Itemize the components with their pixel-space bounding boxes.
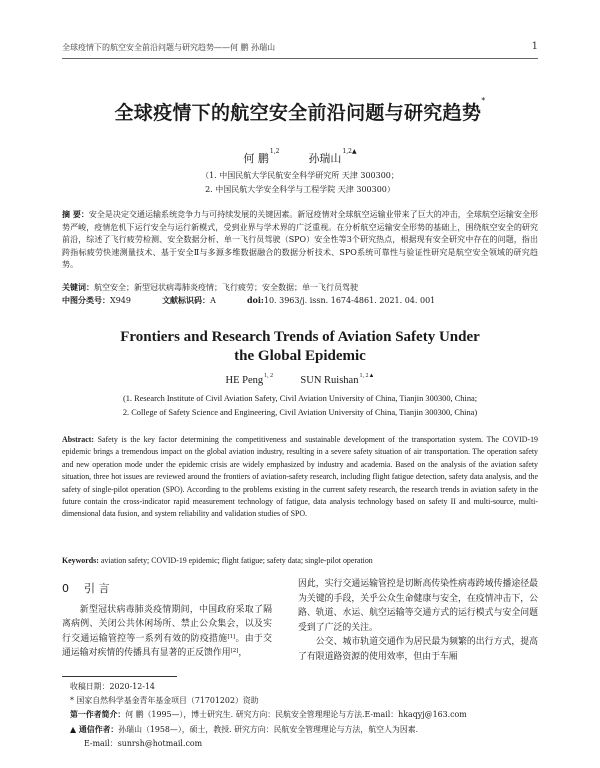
english-abstract-label: Abstract: (62, 435, 94, 444)
chinese-abstract-text: 安全是决定交通运输系统竞争力与可持续发展的关键因素。新冠疫情对全球航空运输业带来了巨大的冲击，全球航空运输安全形势严峻，疫情危机下运行安全与运行新模式，受到业界与学术界的广泛重视。在分析航空运输安全形势的基础上，围绕航空安全的研究前沿，综述了飞行疲劳检测、安全数据分析、单一飞行员驾驶（SPO）安全性等3个研究热点，根据现有安全研究中存在的问题，指出跨指标疲劳快速测量技术、基于安全Ⅱ与多源多维数据融合的数据分析技术、SPO系统可靠性与验证性研究是航空安全领域的研究趋势。 (62, 210, 538, 270)
first-author-text: 何 鹏（1995—），博士研究生. 研究方向：民航安全管理理论与方法.E-mail：hkaqyj@163.com (125, 710, 467, 720)
chinese-keywords-label: 关键词： (62, 282, 94, 292)
chinese-authors (0, 150, 600, 166)
chinese-keywords (62, 281, 538, 295)
running-header-text: 全球疫情下的航空安全前沿问题与研究趋势——何 鹏 孙瑞山 (62, 43, 276, 52)
received-date: 收稿日期：2020-12-14 (70, 682, 155, 691)
section-number: 0 (62, 582, 69, 595)
body-left-column (62, 582, 272, 661)
reference-2: [2] (230, 648, 239, 655)
english-keywords-text: aviation safety; COVID-19 epidemic; flight fatigue; safety data; single-pilot operation (100, 556, 373, 565)
title-footnote-mark: * (481, 96, 486, 105)
left-paragraph-text-1: 新型冠状病毒肺炎疫情期间，中国政府采取了隔离病例、关闭公共休闲场所、禁止公众集会，以及实行交通运输管控等一系列有效的防疫措施 (62, 604, 272, 644)
english-keywords-label: Keywords: (62, 556, 99, 565)
corresponding-author-email: E-mail：sunrsh@hotmail.com (84, 738, 203, 748)
chinese-affiliations (0, 169, 600, 197)
english-title-line-1: Frontiers and Research Trends of Aviation Safety Under (120, 329, 480, 345)
header-rule (62, 58, 538, 59)
chinese-keywords-text: 航空安全；新型冠状病毒肺炎疫情；飞行疲劳；安全数据；单一飞行员驾驶 (94, 283, 358, 292)
english-authors (0, 375, 600, 386)
english-affiliation-2: 2. College of Safety Science and Engineering, Civil Aviation University of China, Tianjin 300300, China) (122, 408, 478, 417)
author2-affiliation-mark: 1,2▲ (342, 148, 357, 155)
corresponding-author-text: 孙瑞山（1958—），硕士，教授. 研究方向：民航安全管理理论与方法，航空人为因素. (118, 724, 419, 734)
english-abstract-text: Safety is the key factor determining the competitiveness and sustainable development of the transportation system. The COVID-19 epidemic brings a tremendous impact on the global aviation industry, resulting in a severe safety situation of air transportation. The operation safety and new operation mode under the epidemic crisis are widely emphasized by industry and academia. Based on the analysis of the aviation safety situation, three hot issues are reviewed around the frontiers of aviation-safety research, including flight fatigue detection, safety data analysis, and the safety of single-pilot operation (SPO). According to the problems existing in the current safety research, the research trends in aviation safety in the future contain the cross-indicator rapid measurement technology of fatigue, data analysis technology based on safety II and multi-source, multi-dimensional data fusion, and system reliability and validation studies of SPO. (62, 435, 538, 519)
doi-label: doi: (246, 295, 264, 305)
english-author-sun-ruishan: SUN Ruishan (300, 375, 359, 386)
chinese-title-text: 全球疫情下的航空安全前沿问题与研究趋势 (114, 102, 482, 124)
page-number: 1 (531, 41, 538, 52)
section-title: 引 言 (84, 582, 110, 595)
corresponding-author-note (70, 723, 538, 737)
doc-code-label: 文献标识码： (162, 295, 211, 305)
clc-label: 中图分类号： (62, 295, 110, 305)
footnotes (70, 680, 538, 751)
footnote-rule (62, 676, 177, 677)
fund-note: * 国家自然科学基金青年基金项目（71701202）资助 (70, 696, 259, 706)
corresponding-author-label: ▲ 通信作者： (70, 724, 119, 734)
english-affiliation-1: (1. Research Institute of Civil Aviation Safety, Civil Aviation University of China, Tianjin 300300, China; (122, 394, 478, 403)
chinese-abstract (62, 208, 538, 272)
english-keywords (62, 556, 538, 565)
chinese-affiliation-2: 2. 中国民航大学安全科学与工程学院 天津 300300） (205, 185, 395, 194)
classification-line (62, 294, 538, 308)
english-affiliations (0, 392, 600, 420)
author1-affiliation-mark: 1,2 (269, 148, 280, 155)
reference-1: [1] (227, 633, 236, 640)
english-author1-mark: 1, 2 (264, 373, 274, 379)
right-paragraph-2: 公交、城市轨道交通作为居民最为频繁的出行方式，提高了有限道路资源的使用效率，但由于车厢 (298, 637, 538, 662)
running-header (62, 42, 538, 56)
author-sun-ruishan: 孙瑞山 (308, 152, 342, 165)
chinese-title (0, 98, 600, 125)
left-paragraph (62, 603, 272, 661)
doc-code-value: A (210, 296, 216, 305)
english-title (0, 328, 600, 366)
chinese-abstract-label: 摘 要： (62, 209, 89, 219)
first-author-label: 第一作者简介： (70, 710, 126, 720)
right-paragraph-1: 因此，实行交通运输管控是切断高传染性病毒跨域传播途径最为关键的手段，关乎公众生命健康与安全，在疫情冲击下，公路、轨道、水运、航空运输等交通方式的运行模式与安全问题受到了广泛的关注。 (298, 579, 538, 633)
left-paragraph-text-3: ， (238, 648, 248, 659)
english-author2-mark: 1, 2▲ (359, 373, 375, 379)
chinese-affiliation-1: （1. 中国民航大学民航安全科学研究所 天津 300300； (201, 171, 399, 180)
left-paragraph-text-2: 。由于交通运输对疾情的传播具有显著的正反馈作用 (62, 633, 272, 659)
english-author-he-peng: HE Peng (225, 375, 264, 386)
author-he-peng: 何 鹏 (243, 152, 269, 165)
clc-value: X949 (110, 296, 131, 305)
first-author-note (70, 708, 538, 722)
section-heading (62, 582, 272, 597)
body-right-column (298, 577, 538, 665)
english-abstract (62, 434, 538, 521)
doi-value: 10. 3963/j. issn. 1674-4861. 2021. 04. 001 (263, 296, 436, 305)
english-title-line-2: the Global Epidemic (234, 348, 366, 364)
